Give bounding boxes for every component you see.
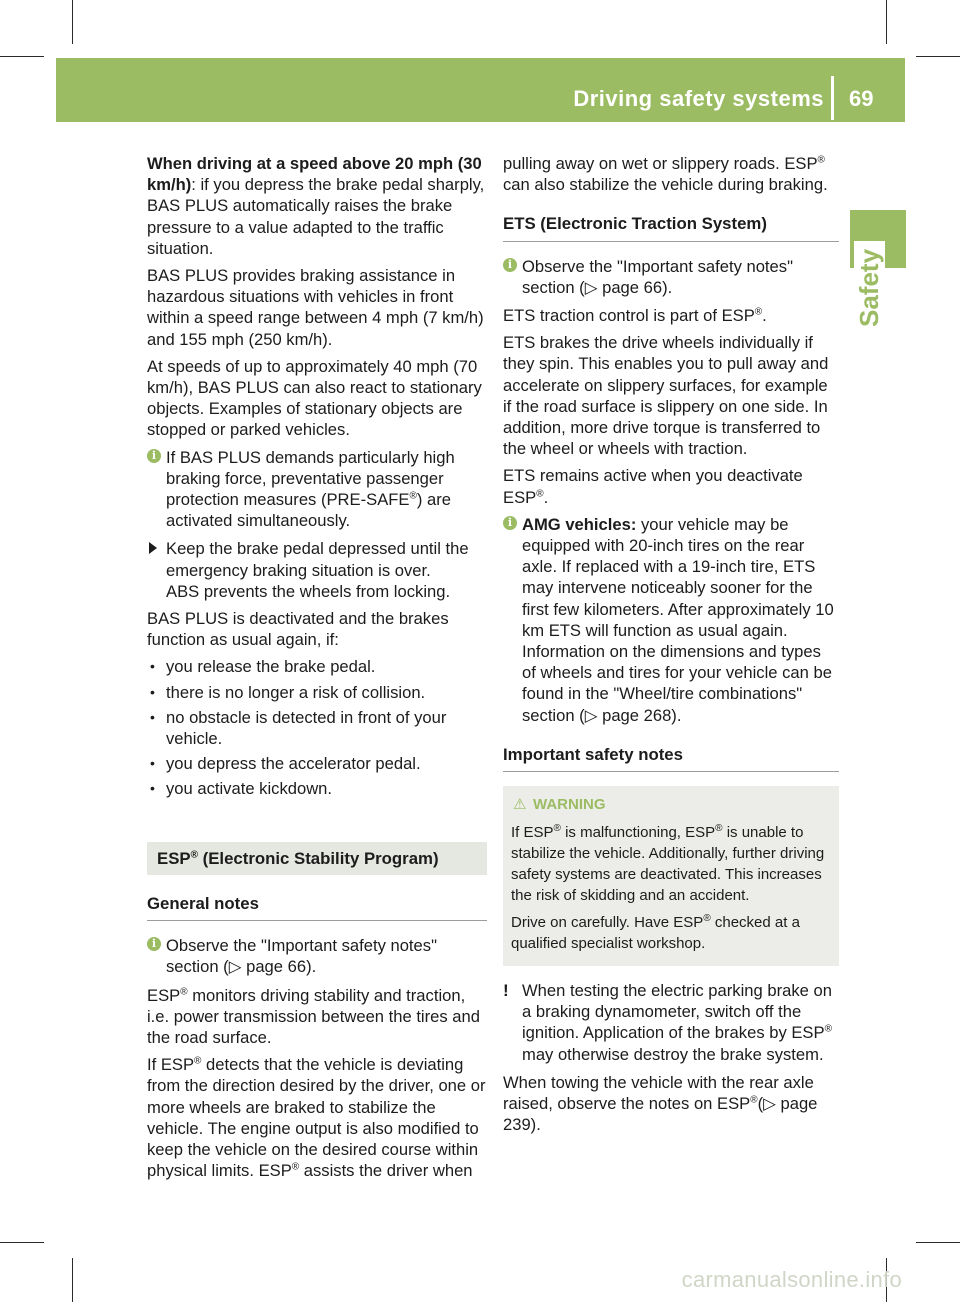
paragraph: When driving at a speed above 20 mph (30 km/h): if you depress the brake pedal sharply, BAS PLUS automatically raises the brake pressure to a value adapted to the traffic situation. bbox=[147, 154, 485, 258]
warning-icon: ⚠ bbox=[513, 796, 527, 814]
info-note: i If BAS PLUS demands particularly high braking force, preventative passenger protection measures (PRE-SAFE®) are activated simultaneously. bbox=[147, 447, 487, 532]
heading-general-notes: General notes bbox=[147, 893, 487, 921]
caution-note: ! When testing the electric parking brake on a braking dynamometer, switch off the ignition. Application of the brakes by ESP® may otherwise destroy the brake system. bbox=[503, 981, 832, 1064]
heading-important-safety-notes: Important safety notes bbox=[503, 744, 839, 772]
side-tab-label: Safety bbox=[854, 241, 885, 335]
paragraph: ETS remains active when you deactivate ESP®. bbox=[503, 466, 803, 507]
paragraph: BAS PLUS is deactivated and the brakes function as usual again, if: bbox=[147, 609, 449, 650]
right-column bbox=[503, 153, 839, 1142]
crop-mark bbox=[916, 56, 960, 57]
warning-box bbox=[503, 786, 839, 966]
list-item: • you activate kickdown. bbox=[150, 779, 333, 799]
paragraph: pulling away on wet or slippery roads. ESP® can also stabilize the vehicle during braking. bbox=[503, 154, 828, 195]
paragraph: BAS PLUS provides braking assistance in hazardous situations with vehicles in front within a speed range between 4 mph (7 km/h) and 155 mph (250 km/h). bbox=[147, 266, 484, 349]
page-number: 69 bbox=[849, 86, 874, 111]
crop-mark bbox=[0, 56, 44, 57]
paragraph: If ESP® detects that the vehicle is deviating from the direction desired by the driver, one or more wheels are braked to stabilize the vehicle. The engine output is also modified to keep the vehicle on the desired course within physical limits. ESP® assists the driver when bbox=[147, 1055, 486, 1181]
step-item: Keep the brake pedal depressed until the emergency braking situation is over. ABS prevents the wheels from locking. bbox=[147, 538, 487, 602]
watermark: carmanualsonline.info bbox=[681, 1267, 902, 1292]
left-column bbox=[147, 153, 487, 1187]
paragraph: ETS traction control is part of ESP®. bbox=[503, 306, 767, 326]
warning-title: ⚠ WARNING bbox=[513, 796, 606, 814]
page-ref-arrow-icon: ▷ bbox=[584, 705, 598, 725]
section-heading-esp: ESP® (Electronic Stability Program) bbox=[147, 842, 487, 875]
crop-mark bbox=[916, 1242, 960, 1243]
paragraph: At speeds of up to approximately 40 mph (70 km/h), BAS PLUS can also react to stationary objects. Examples of stationary objects are stopped or parked vehicles. bbox=[147, 356, 482, 440]
step-arrow-icon bbox=[149, 542, 157, 554]
page-ref-arrow-icon: ▷ bbox=[763, 1094, 776, 1114]
info-note: i AMG vehicles: your vehicle may be equipped with 20-inch tires on the rear axle. If replaced with a 19-inch tire, ETS may intervene noticeably sooner for the first few kilometers. After approximately 10 km ETS will function as usual again. Information on the dimensions and types of wheels and tires for your vehicle can be found in the "Wheel/tire combinations" section (▷ page 268). bbox=[503, 514, 839, 726]
list-item: • you depress the accelerator pedal. bbox=[150, 754, 421, 774]
header-divider bbox=[831, 76, 834, 120]
info-note: i Observe the "Important safety notes" section (▷ page 66). bbox=[147, 935, 487, 977]
page-ref-arrow-icon: ▷ bbox=[584, 277, 598, 297]
caution-icon: ! bbox=[503, 981, 509, 1001]
list-item: • no obstacle is detected in front of your vehicle. bbox=[150, 707, 447, 749]
heading-ets: ETS (Electronic Traction System) bbox=[503, 213, 839, 241]
list-item: • there is no longer a risk of collision. bbox=[150, 682, 426, 702]
paragraph: ETS brakes the drive wheels individually if they spin. This enables you to pull away and accelerate on slippery surfaces, for example if the road surface is slippery on one side. In addition, more drive torque is transferred to the wheel or wheels with traction. bbox=[503, 333, 829, 459]
header-title: Driving safety systems bbox=[573, 86, 824, 111]
list-item: • you release the brake pedal. bbox=[150, 657, 376, 677]
warning-text: If ESP® is malfunctioning, ESP® is unable to stabilize the vehicle. Additionally, further driving safety systems are deactivated. This increases the risk of skidding and an accident. bbox=[511, 823, 825, 905]
crop-mark bbox=[72, 1258, 73, 1302]
info-icon: i bbox=[503, 258, 517, 272]
info-icon: i bbox=[503, 516, 517, 530]
info-icon: i bbox=[147, 449, 161, 463]
crop-mark bbox=[0, 1242, 44, 1243]
paragraph: When towing the vehicle with the rear axle raised, observe the notes on ESP®(▷ page 239). bbox=[503, 1072, 818, 1135]
page-ref-arrow-icon: ▷ bbox=[228, 957, 242, 977]
warning-text: Drive on carefully. Have ESP® checked at a qualified specialist workshop. bbox=[511, 913, 800, 953]
crop-mark bbox=[886, 0, 887, 44]
paragraph: ESP® monitors driving stability and traction, i.e. power transmission between the tires and the road surface. bbox=[147, 985, 480, 1047]
info-icon: i bbox=[147, 937, 161, 951]
crop-mark bbox=[72, 0, 73, 44]
info-note: i Observe the "Important safety notes" section (▷ page 66). bbox=[503, 256, 839, 298]
